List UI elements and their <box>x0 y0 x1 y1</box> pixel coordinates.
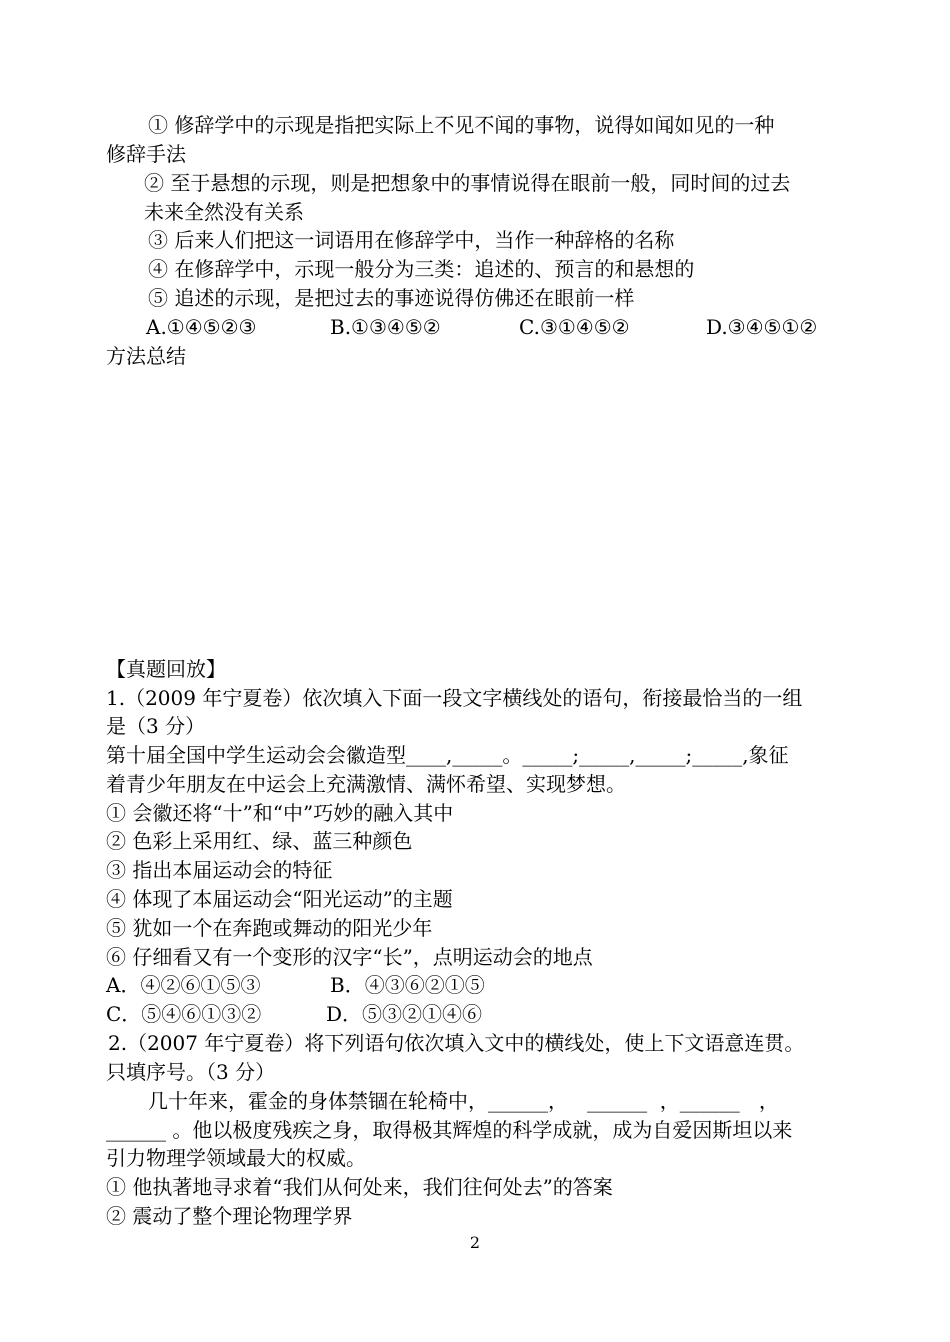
q1-option-b: B．④③⑥②①⑤ <box>330 973 485 997</box>
q2-passage-line-3: 引力物理学领域最大的权威。 <box>106 1146 366 1170</box>
q1-option-c: C．⑤④⑥①③② <box>106 1002 262 1026</box>
method-summary-label: 方法总结 <box>106 344 186 368</box>
q2-passage-line-2: ______ 。他以极度残疾之身，取得极其辉煌的科学成就，成为自爱因斯坦以来 <box>106 1118 793 1142</box>
q1-passage-line-1: 第十届全国中学生运动会会徽造型____,_____。_____;_____,_____;_____,象征 <box>106 743 789 767</box>
sentence-5: ⑤ 追述的示现，是把过去的事迹说得仿佛还在眼前一样 <box>148 286 635 310</box>
q2-passage-line-1: 几十年来，霍金的身体禁锢在轮椅中，______， ______ ，______ ， <box>148 1089 779 1113</box>
sentence-2-line-1: ② 至于悬想的示现，则是把想象中的事情说得在眼前一般，同时间的过去 <box>144 171 791 195</box>
upper-option-a: A.①④⑤②③ <box>146 315 257 339</box>
q1-item-1: ① 会徽还将“十”和“中”巧妙的融入其中 <box>106 801 454 825</box>
upper-option-b: B.①③④⑤② <box>330 315 441 339</box>
sentence-4: ④ 在修辞学中，示现一般分为三类：追述的、预言的和悬想的 <box>148 257 695 281</box>
upper-option-d: D.③④⑤①② <box>706 315 818 339</box>
q1-item-4: ④ 体现了本届运动会“阳光运动”的主题 <box>106 887 453 911</box>
q1-item-5: ⑤ 犹如一个在奔跑或舞动的阳光少年 <box>106 916 433 940</box>
q1-option-d: D．⑤③②①④⑥ <box>326 1002 483 1026</box>
q1-passage-line-2: 着青少年朋友在中运会上充满激情、满怀希望、实现梦想。 <box>106 772 626 796</box>
review-heading: 【真题回放】 <box>106 657 226 681</box>
q2-stem-line-1: 2.（2007 年宁夏卷）将下列语句依次填入文中的横线处，使上下文语意连贯。 <box>108 1031 805 1055</box>
sentence-3: ③ 后来人们把这一词语用在修辞学中，当作一种辞格的名称 <box>148 228 675 252</box>
q1-item-2: ② 色彩上采用红、绿、蓝三种颜色 <box>106 829 413 853</box>
q2-item-2: ② 震动了整个理论物理学界 <box>106 1204 353 1228</box>
q1-stem-line-2: 是（3 分） <box>106 714 206 738</box>
q1-item-3: ③ 指出本届运动会的特征 <box>106 858 333 882</box>
q1-stem-line-1: 1.（2009 年宁夏卷）依次填入下面一段文字横线处的语句，衔接最恰当的一组 <box>106 686 803 710</box>
q1-item-6: ⑥ 仔细看又有一个变形的汉字“长”，点明运动会的地点 <box>106 945 593 969</box>
q1-option-a: A．④②⑥①⑤③ <box>106 973 261 997</box>
upper-option-c: C.③①④⑤② <box>519 315 630 339</box>
sentence-2-line-2: 未来全然没有关系 <box>144 200 304 224</box>
sentence-1-line-1: ① 修辞学中的示现是指把实际上不见不闻的事物，说得如闻如见的一种 <box>148 113 775 137</box>
q2-stem-line-2: 只填序号。（3 分） <box>106 1060 276 1084</box>
page-number: 2 <box>469 1233 481 1252</box>
sentence-1-line-2: 修辞手法 <box>106 142 186 166</box>
q2-item-1: ① 他执著地寻求着“我们从何处来，我们往何处去”的答案 <box>106 1175 613 1199</box>
